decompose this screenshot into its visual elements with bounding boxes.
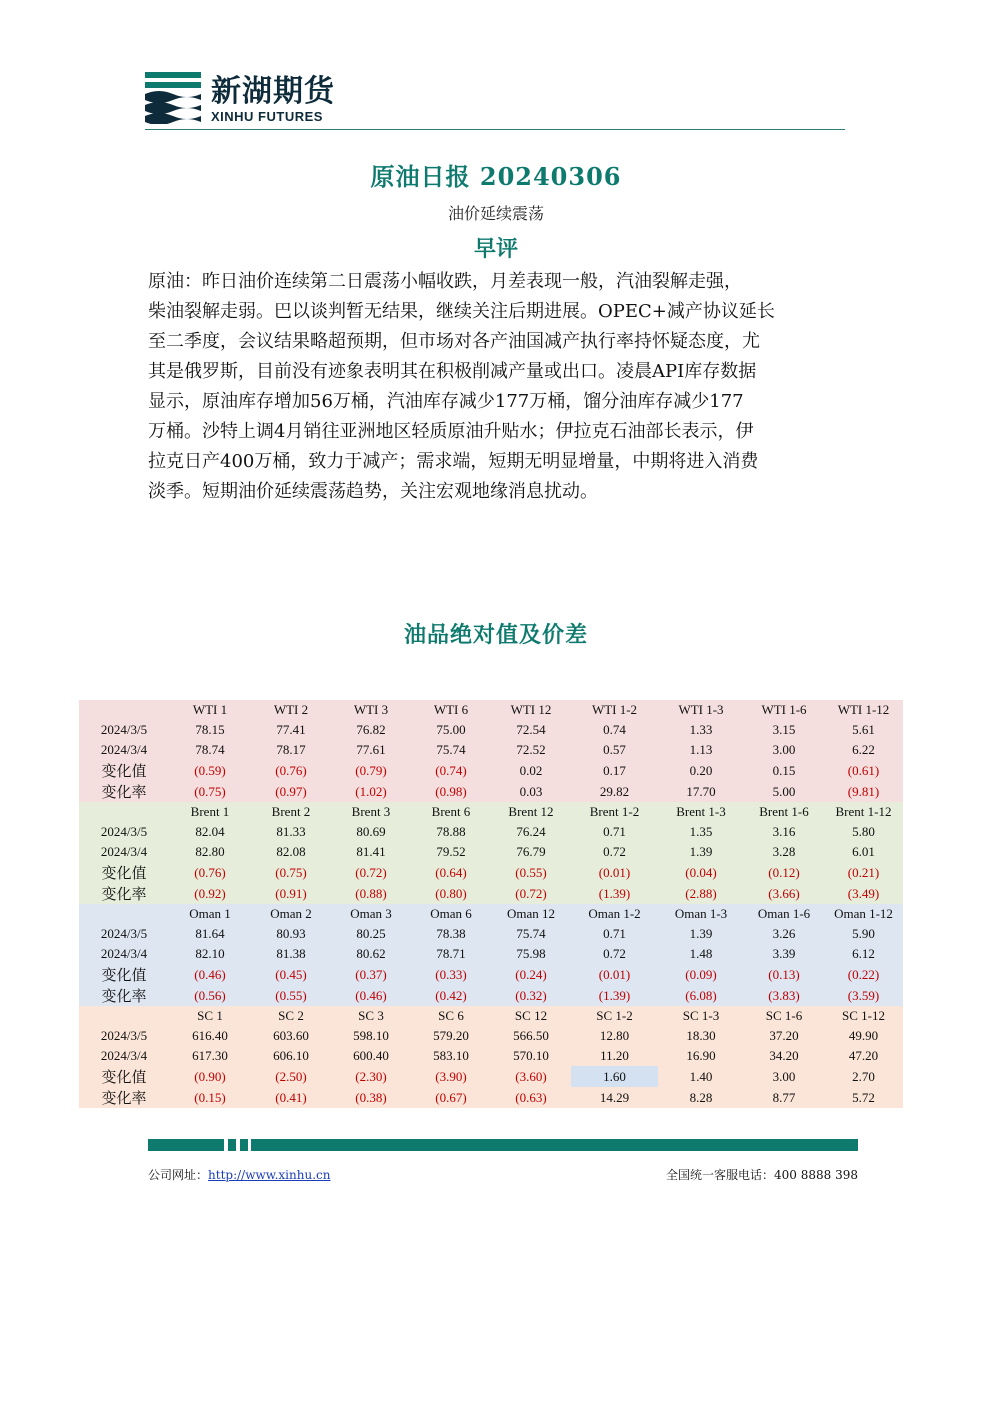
table-cell: 2.70	[824, 1066, 903, 1087]
table-cell: (0.55)	[251, 985, 331, 1006]
table-cell: (0.75)	[251, 862, 331, 883]
footer-hotline: 全国统一客服电话：400 8888 398	[666, 1168, 858, 1182]
table-cell: 14.29	[571, 1087, 658, 1108]
table-row	[79, 964, 903, 985]
table-cell: 600.40	[331, 1046, 411, 1066]
table-cell: (0.97)	[251, 781, 331, 802]
table-cell: 1.39	[658, 842, 744, 862]
table-cell: 77.61	[331, 740, 411, 760]
comment-line: 至二季度，会议结果略超预期，但市场对各产油国减产执行率持怀疑态度，尤	[148, 331, 760, 352]
column-header: Brent 12	[491, 802, 571, 822]
table-row	[79, 822, 903, 842]
comment-line: 其是俄罗斯，目前没有迹象表明其在积极削减产量或出口。凌晨API库存数据	[148, 361, 757, 382]
table-cell: (2.30)	[331, 1066, 411, 1087]
row-label: 2024/3/4	[79, 842, 169, 862]
column-header: Brent 1-2	[571, 802, 658, 822]
table-cell: (0.01)	[571, 862, 658, 883]
table-row	[79, 1087, 903, 1108]
table-cell: 11.20	[571, 1046, 658, 1066]
logo-chinese-name: 新湖期货	[211, 74, 335, 109]
footer-bar-mid2	[240, 1139, 248, 1151]
table-cell: 78.15	[169, 720, 251, 740]
table-cell: 598.10	[331, 1026, 411, 1046]
table-group-header	[79, 1006, 903, 1026]
column-header: WTI 1-6	[744, 700, 824, 720]
column-header: SC 6	[411, 1006, 491, 1026]
comment-line: 淡季。短期油价延续震荡趋势，关注宏观地缘消息扰动。	[148, 481, 598, 502]
column-header: Brent 1	[169, 802, 251, 822]
table-cell: 5.80	[824, 822, 903, 842]
header-divider	[145, 129, 845, 130]
row-label: 变化率	[79, 781, 169, 802]
table-cell: (2.50)	[251, 1066, 331, 1087]
table-cell: 78.74	[169, 740, 251, 760]
table-cell: (0.21)	[824, 862, 903, 883]
table-cell: (2.88)	[658, 883, 744, 904]
table-cell: 1.48	[658, 944, 744, 964]
table-cell: 0.15	[744, 760, 824, 781]
table-cell: 1.40	[658, 1066, 744, 1087]
logo-english-name: XINHU FUTURES	[211, 109, 323, 124]
row-label: 2024/3/5	[79, 720, 169, 740]
table-cell: (1.39)	[571, 985, 658, 1006]
table-cell: 80.69	[331, 822, 411, 842]
column-header: Oman 1	[169, 904, 251, 924]
row-label: 2024/3/4	[79, 740, 169, 760]
table-cell: 8.77	[744, 1087, 824, 1108]
table-cell: 3.16	[744, 822, 824, 842]
table-group-header	[79, 700, 903, 720]
table-row	[79, 842, 903, 862]
column-header: WTI 3	[331, 700, 411, 720]
table-row	[79, 740, 903, 760]
table-group-header	[79, 802, 903, 822]
table-cell: 606.10	[251, 1046, 331, 1066]
table-row	[79, 944, 903, 964]
table-cell: (0.45)	[251, 964, 331, 985]
table-cell: 0.71	[571, 822, 658, 842]
table-cell: (0.42)	[411, 985, 491, 1006]
table-cell: (0.32)	[491, 985, 571, 1006]
table-cell: 12.80	[571, 1026, 658, 1046]
table-cell: 5.61	[824, 720, 903, 740]
table-cell: (0.88)	[331, 883, 411, 904]
table-cell: 1.35	[658, 822, 744, 842]
table-cell: 6.01	[824, 842, 903, 862]
column-header: SC 1-3	[658, 1006, 744, 1026]
column-header: SC 1-6	[744, 1006, 824, 1026]
table-cell: 80.93	[251, 924, 331, 944]
table-cell: 583.10	[411, 1046, 491, 1066]
table-cell: 0.02	[491, 760, 571, 781]
footer-bar-mid	[228, 1139, 236, 1151]
table-cell: 81.38	[251, 944, 331, 964]
table-cell: (0.91)	[251, 883, 331, 904]
table-corner-cell	[79, 1006, 169, 1026]
table-cell: 80.25	[331, 924, 411, 944]
table-cell: (3.60)	[491, 1066, 571, 1087]
table-cell: (0.33)	[411, 964, 491, 985]
table-cell: (0.72)	[331, 862, 411, 883]
table-cell: 0.57	[571, 740, 658, 760]
table-cell: (0.13)	[744, 964, 824, 985]
table-cell: 75.98	[491, 944, 571, 964]
table-cell: (3.66)	[744, 883, 824, 904]
table-cell: 8.28	[658, 1087, 744, 1108]
column-header: SC 2	[251, 1006, 331, 1026]
table-cell: (3.59)	[824, 985, 903, 1006]
column-header: Oman 1-3	[658, 904, 744, 924]
table-cell: 72.52	[491, 740, 571, 760]
table-cell: (0.92)	[169, 883, 251, 904]
row-label: 2024/3/5	[79, 1026, 169, 1046]
table-cell: 47.20	[824, 1046, 903, 1066]
table-cell: (0.98)	[411, 781, 491, 802]
table-cell: 566.50	[491, 1026, 571, 1046]
table-cell: 5.90	[824, 924, 903, 944]
table-cell: (0.75)	[169, 781, 251, 802]
table-cell: 0.72	[571, 842, 658, 862]
table-cell: 570.10	[491, 1046, 571, 1066]
table-cell: 1.39	[658, 924, 744, 944]
row-label: 2024/3/4	[79, 1046, 169, 1066]
table-cell: (3.90)	[411, 1066, 491, 1087]
table-cell: 0.74	[571, 720, 658, 740]
table-cell: 3.00	[744, 1066, 824, 1087]
column-header: WTI 2	[251, 700, 331, 720]
table-corner-cell	[79, 700, 169, 720]
row-label: 变化值	[79, 862, 169, 883]
column-header: Brent 1-3	[658, 802, 744, 822]
comment-line: 原油：昨日油价连续第二日震荡小幅收跌，月差表现一般，汽油裂解走强，	[148, 271, 742, 292]
table-cell: 3.26	[744, 924, 824, 944]
table-cell: (0.76)	[169, 862, 251, 883]
xinhu-logo-icon	[145, 72, 201, 124]
table-cell: 78.17	[251, 740, 331, 760]
table-corner-cell	[79, 904, 169, 924]
table-cell: (0.56)	[169, 985, 251, 1006]
column-header: SC 1-12	[824, 1006, 903, 1026]
table-cell: 82.04	[169, 822, 251, 842]
footer-bar-left	[148, 1139, 224, 1151]
table-cell: 0.17	[571, 760, 658, 781]
table-cell: 6.22	[824, 740, 903, 760]
table-cell: 80.62	[331, 944, 411, 964]
table-cell: 1.60	[571, 1066, 658, 1087]
table-cell: (0.63)	[491, 1087, 571, 1108]
row-label: 变化值	[79, 1066, 169, 1087]
row-label: 变化率	[79, 985, 169, 1006]
column-header: Oman 1-2	[571, 904, 658, 924]
table-cell: 603.60	[251, 1026, 331, 1046]
table-cell: 18.30	[658, 1026, 744, 1046]
row-label: 变化值	[79, 760, 169, 781]
table-cell: (0.59)	[169, 760, 251, 781]
table-cell: (0.90)	[169, 1066, 251, 1087]
table-cell: (0.22)	[824, 964, 903, 985]
table-cell: (3.49)	[824, 883, 903, 904]
table-cell: 79.52	[411, 842, 491, 862]
table-cell: 72.54	[491, 720, 571, 740]
table-cell: (0.38)	[331, 1087, 411, 1108]
table-cell: (1.39)	[571, 883, 658, 904]
table-row	[79, 862, 903, 883]
table-row	[79, 1066, 903, 1087]
row-label: 2024/3/4	[79, 944, 169, 964]
table-cell: 0.03	[491, 781, 571, 802]
morning-comment-heading: 早评	[473, 236, 518, 262]
table-row	[79, 924, 903, 944]
table-cell: 5.00	[744, 781, 824, 802]
footer-bar-right	[251, 1139, 858, 1151]
table-cell: 81.41	[331, 842, 411, 862]
table-cell: (1.02)	[331, 781, 411, 802]
footer-website	[148, 1166, 330, 1183]
table-cell: (9.81)	[824, 781, 903, 802]
table-cell: (0.76)	[251, 760, 331, 781]
table-cell: 82.08	[251, 842, 331, 862]
table-cell: (6.08)	[658, 985, 744, 1006]
row-label: 变化率	[79, 883, 169, 904]
morning-comment	[148, 267, 846, 507]
row-label: 2024/3/5	[79, 822, 169, 842]
table-cell: 579.20	[411, 1026, 491, 1046]
table-cell: 1.33	[658, 720, 744, 740]
table-cell: 34.20	[744, 1046, 824, 1066]
row-label: 变化值	[79, 964, 169, 985]
column-header: Brent 1-6	[744, 802, 824, 822]
column-header: WTI 1-2	[571, 700, 658, 720]
table-cell: 49.90	[824, 1026, 903, 1046]
table-cell: 76.24	[491, 822, 571, 842]
table-cell: 82.10	[169, 944, 251, 964]
table-cell: 76.79	[491, 842, 571, 862]
table-group-header	[79, 904, 903, 924]
column-header: WTI 6	[411, 700, 491, 720]
table-cell: 0.20	[658, 760, 744, 781]
table-cell: (3.83)	[744, 985, 824, 1006]
table-cell: 78.88	[411, 822, 491, 842]
column-header: SC 12	[491, 1006, 571, 1026]
table-cell: (0.09)	[658, 964, 744, 985]
table-cell: (0.61)	[824, 760, 903, 781]
table-row	[79, 883, 903, 904]
table-cell: 3.00	[744, 740, 824, 760]
column-header: WTI 12	[491, 700, 571, 720]
table-cell: 77.41	[251, 720, 331, 740]
column-header: WTI 1-12	[824, 700, 903, 720]
comment-line: 显示，原油库存增加56万桶，汽油库存减少177万桶，馏分油库存减少177	[148, 391, 744, 412]
table-cell: 78.38	[411, 924, 491, 944]
column-header: SC 1	[169, 1006, 251, 1026]
table-cell: 37.20	[744, 1026, 824, 1046]
table-cell: 29.82	[571, 781, 658, 802]
table-cell: 616.40	[169, 1026, 251, 1046]
column-header: WTI 1-3	[658, 700, 744, 720]
table-row	[79, 720, 903, 740]
table-row	[79, 1026, 903, 1046]
header	[145, 72, 845, 132]
table-cell: (0.55)	[491, 862, 571, 883]
column-header: WTI 1	[169, 700, 251, 720]
table-cell: 82.80	[169, 842, 251, 862]
table-cell: 78.71	[411, 944, 491, 964]
table-row	[79, 760, 903, 781]
column-header: Oman 6	[411, 904, 491, 924]
comment-line: 柴油裂解走弱。巴以谈判暂无结果，继续关注后期进展。OPEC+减产协议延长	[148, 301, 775, 322]
table-cell: 75.74	[491, 924, 571, 944]
table-row	[79, 781, 903, 802]
table-cell: (0.80)	[411, 883, 491, 904]
table-cell: (0.01)	[571, 964, 658, 985]
column-header: Brent 6	[411, 802, 491, 822]
table-cell: 76.82	[331, 720, 411, 740]
table-cell: (0.74)	[411, 760, 491, 781]
comment-line: 万桶。沙特上调4月销往亚洲地区轻质原油升贴水；伊拉克石油部长表示，伊	[148, 421, 754, 442]
column-header: Brent 2	[251, 802, 331, 822]
report-subtitle: 油价延续震荡	[447, 204, 544, 223]
table-cell: 0.72	[571, 944, 658, 964]
table-cell: 75.00	[411, 720, 491, 740]
column-header: Oman 3	[331, 904, 411, 924]
column-header: Oman 1-12	[824, 904, 903, 924]
column-header: Oman 1-6	[744, 904, 824, 924]
table-cell: 81.33	[251, 822, 331, 842]
table-cell: (0.15)	[169, 1087, 251, 1108]
column-header: Brent 3	[331, 802, 411, 822]
price-table-heading: 油品绝对值及价差	[403, 622, 588, 648]
table-cell: 75.74	[411, 740, 491, 760]
column-header: SC 1-2	[571, 1006, 658, 1026]
table-cell: 17.70	[658, 781, 744, 802]
table-cell: 81.64	[169, 924, 251, 944]
column-header: Oman 2	[251, 904, 331, 924]
table-cell: (0.79)	[331, 760, 411, 781]
table-corner-cell	[79, 802, 169, 822]
table-cell: 0.71	[571, 924, 658, 944]
row-label: 变化率	[79, 1087, 169, 1108]
table-cell: 1.13	[658, 740, 744, 760]
table-row	[79, 985, 903, 1006]
table-cell: 16.90	[658, 1046, 744, 1066]
row-label: 2024/3/5	[79, 924, 169, 944]
table-cell: (0.46)	[331, 985, 411, 1006]
table-cell: (0.04)	[658, 862, 744, 883]
table-cell: (0.37)	[331, 964, 411, 985]
table-cell: (0.41)	[251, 1087, 331, 1108]
table-cell: 5.72	[824, 1087, 903, 1108]
table-cell: 3.15	[744, 720, 824, 740]
table-cell: (0.12)	[744, 862, 824, 883]
table-cell: 3.28	[744, 842, 824, 862]
table-cell: 6.12	[824, 944, 903, 964]
table-cell: (0.67)	[411, 1087, 491, 1108]
table-cell: (0.24)	[491, 964, 571, 985]
table-cell: 617.30	[169, 1046, 251, 1066]
column-header: Oman 12	[491, 904, 571, 924]
comment-line: 拉克日产400万桶，致力于减产；需求端，短期无明显增量，中期将进入消费	[148, 451, 759, 472]
table-cell: (0.72)	[491, 883, 571, 904]
footer-website-label: 公司网址：	[148, 1168, 209, 1182]
report-title: 原油日报 20240306	[370, 162, 622, 191]
column-header: Brent 1-12	[824, 802, 903, 822]
table-row	[79, 1046, 903, 1066]
table-cell: 3.39	[744, 944, 824, 964]
table-cell: (0.46)	[169, 964, 251, 985]
website-link[interactable]: http://www.xinhu.cn	[208, 1168, 331, 1182]
oil-price-table	[79, 700, 903, 1108]
column-header: SC 3	[331, 1006, 411, 1026]
table-cell: (0.64)	[411, 862, 491, 883]
